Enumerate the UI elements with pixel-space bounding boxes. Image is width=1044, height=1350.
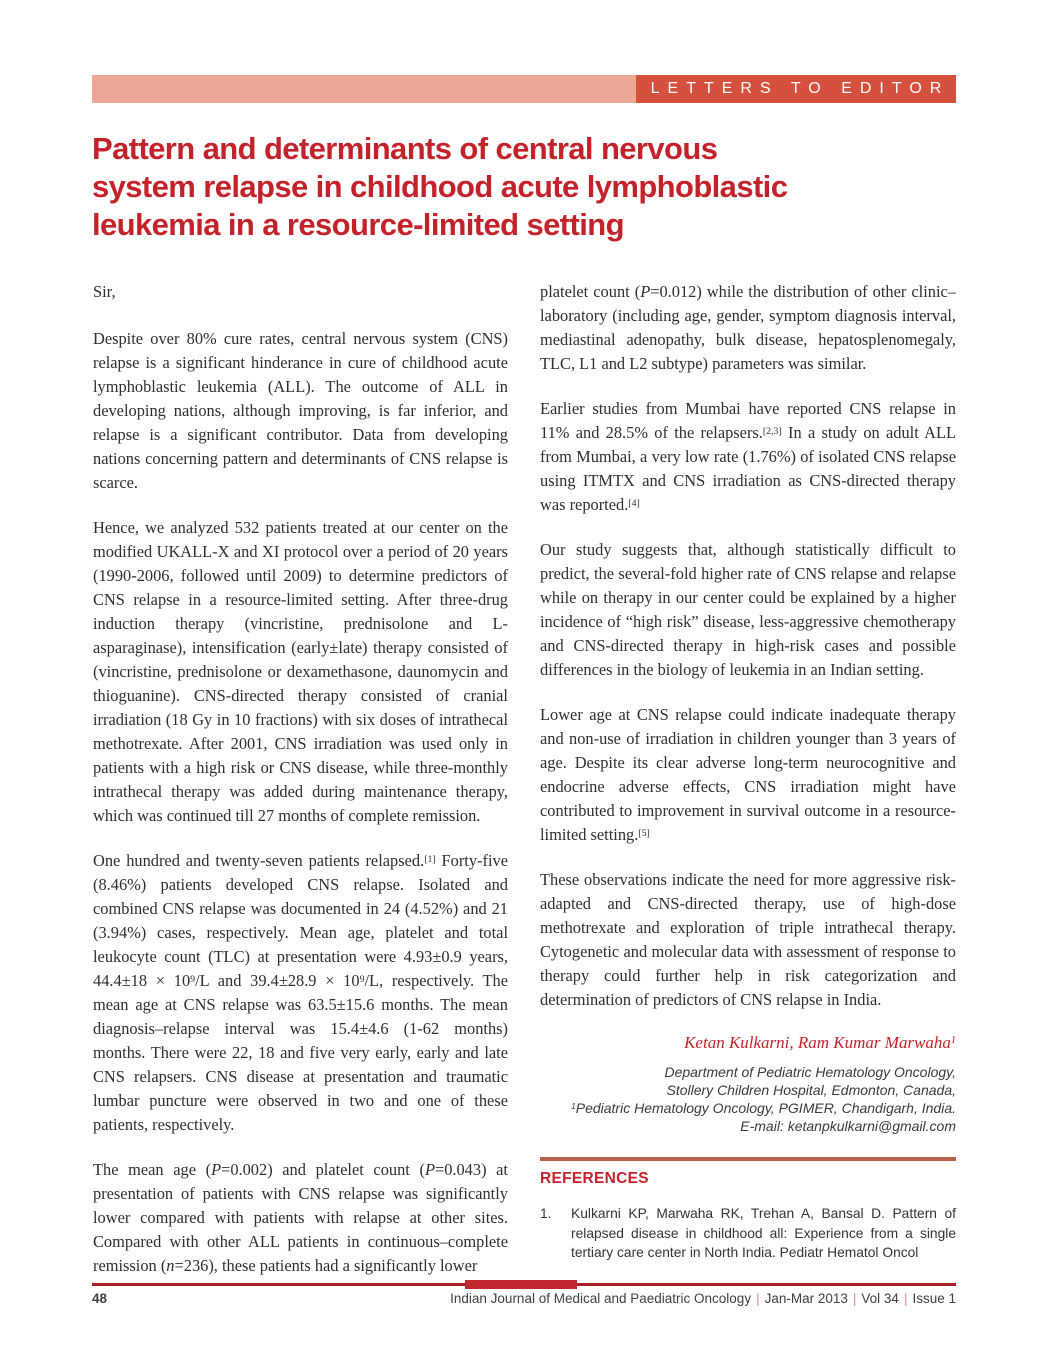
body-paragraph: Despite over 80% cure rates, central nervous system (CNS) relapse is a significant hinderance in cure of childhood acute lymphoblastic leukemia (ALL). The outcome of ALL in developing nations, although improving, is far inferior, and relapse is a significant contributor. Data from developing nations concerning pattern and determinants of CNS relapse is scarce. [93,329,508,492]
affiliation-line: Stollery Children Hospital, Edmonton, Canada, [666,1082,956,1098]
separator: | [756,1291,760,1306]
footer-rule [92,1283,956,1286]
salutation: Sir, [93,282,116,301]
page-number: 48 [92,1291,108,1306]
body-paragraph: Hence, we analyzed 532 patients treated at our center on the modified UKALL-X and XI protocol over a period of 20 years (1990-2006, followed until 2009) to determine predictors of CNS relapse in a resource-limited setting. After three-drug induction therapy (vincristine, prednisolone and L-asparaginase), intensification (early±late) therapy consisted of (vincristine, prednisolone or dexamethasone, daunomycin and thioguanine). CNS-directed therapy consisted of cranial irradiation (18 Gy in 10 fractions) with six doses of intrathecal methotrexate. After 2001, CNS irradiation was used only in patients with a high risk or CNS disease, while three-monthly intrathecal therapy was added during maintenance therapy, which was continued till 27 months of complete remission. [93,518,508,825]
section-label: LETTERS TO EDITOR [636,75,956,103]
body-paragraph: platelet count (P=0.012) while the distribution of other clinic–laboratory (including age, gender, symptom diagnosis interval, mediastinal adenopathy, bulk disease, hepatosplenomegaly, TLC, L1 and L2 subtype) parameters was similar. [540,282,957,373]
right-column [540,280,956,1263]
author-names: Ketan Kulkarni, Ram Kumar Marwaha$^1$ [684,1033,956,1052]
reference-text: Kulkarni KP, Marwaha RK, Trehan A, Bansal D. Pattern of relapsed disease in childhood all: Experience from a single tertiary care center in North India. Pediatr Hematol Oncol [571,1206,956,1260]
affiliation-line: $^1$Pediatric Hematology Oncology, PGIMER, Chandigarh, India. [571,1100,956,1116]
letters-to-editor-banner [92,75,956,103]
separator: | [852,1291,857,1306]
issue-date: Jan-Mar 2013 [764,1291,848,1306]
title-line: Pattern and determinants of central nervous [92,131,718,166]
volume: Vol 34 [861,1291,899,1306]
affiliation-block [540,1063,956,1135]
left-column [93,280,508,1299]
references-divider [540,1157,956,1161]
body-paragraph: These observations indicate the need for more aggressive risk-adapted and CNS-directed therapy, use of high-dose methotrexate and exploration of triple intrathecal therapy. Cytogenetic and molecular data with assessment of response to therapy could further help in risk categorization and determination of predictors of CNS relapse in India. [540,870,956,1009]
affiliation-line: E-mail: ketanpkulkarni@gmail.com [740,1118,956,1134]
body-paragraph: Our study suggests that, although statistically difficult to predict, the several-fold higher rate of CNS relapse and relapse while on therapy in our center could be explained by a higher incidence of “high risk” disease, less-aggressive chemotherapy and CNS-directed therapy in high-risk cases and possible differences in the biology of leukemia in an Indian setting. [540,540,956,679]
body-paragraph: The mean age (P=0.002) and platelet count (P=0.043) at presentation of patients with CNS relapse was significantly lower compared with patients with relapse at other sites. Compared with other ALL patients in continuous–complete remission (n=236), these patients had a significantly lower [93,1160,508,1275]
body-paragraph: Earlier studies from Mumbai have reported CNS relapse in 11% and 28.5% of the relapsers.[2,3] In a study on adult ALL from Mumbai, a very low rate (1.76%) of isolated CNS relapse using ITMTX and CNS irradiation as CNS-directed therapy was reported.[4] [540,399,957,514]
title-line: leukemia in a resource-limited setting [92,207,624,242]
page-footer [92,1291,956,1306]
body-paragraph: One hundred and twenty-seven patients relapsed.[1] Forty-five (8.46%) patients developed CNS relapse. Isolated and combined CNS relapse was documented in 24 (4.52%) and 21 (3.94%) cases, respectively. Mean age, platelet and total leukocyte count (TLC) at presentation were 4.93±0.9 years, $44.4\pm 18 \times 10^9/L$ and $39.4\pm 28.9 \times 10^9/L$, respectively. The mean age at CNS relapse was 63.5±15.6 months. The mean diagnosis–relapse interval was 15.4±4.6 (1-62 months) months. There were 22, 18 and five very early, early and late CNS relapsers. CNS disease at presentation and traumatic lumbar puncture were observed in two and one of these patients, respectively. [93,851,509,1134]
affiliation-line: Department of Pediatric Hematology Oncology, [664,1064,956,1080]
issue-number: Issue 1 [912,1291,956,1306]
journal-name: Indian Journal of Medical and Paediatric Oncology [450,1291,752,1306]
body-paragraph: Lower age at CNS relapse could indicate inadequate therapy and non-use of irradiation in children younger than 3 years of age. Despite its clear adverse long-term neurocognitive and endocrine adverse effects, CNS irradiation might have contributed to improvement in survival outcome in a resource-limited setting.[5] [540,705,956,844]
separator: | [903,1291,908,1306]
banner-strip [92,75,636,103]
journal-info [450,1291,956,1306]
reference-item [540,1204,956,1263]
references-heading: REFERENCES [540,1170,649,1187]
reference-number: 1. [540,1206,552,1221]
footer-rule-accent [465,1280,577,1289]
title-line: system relapse in childhood acute lymphoblastic [92,169,788,204]
article-title [92,130,972,244]
